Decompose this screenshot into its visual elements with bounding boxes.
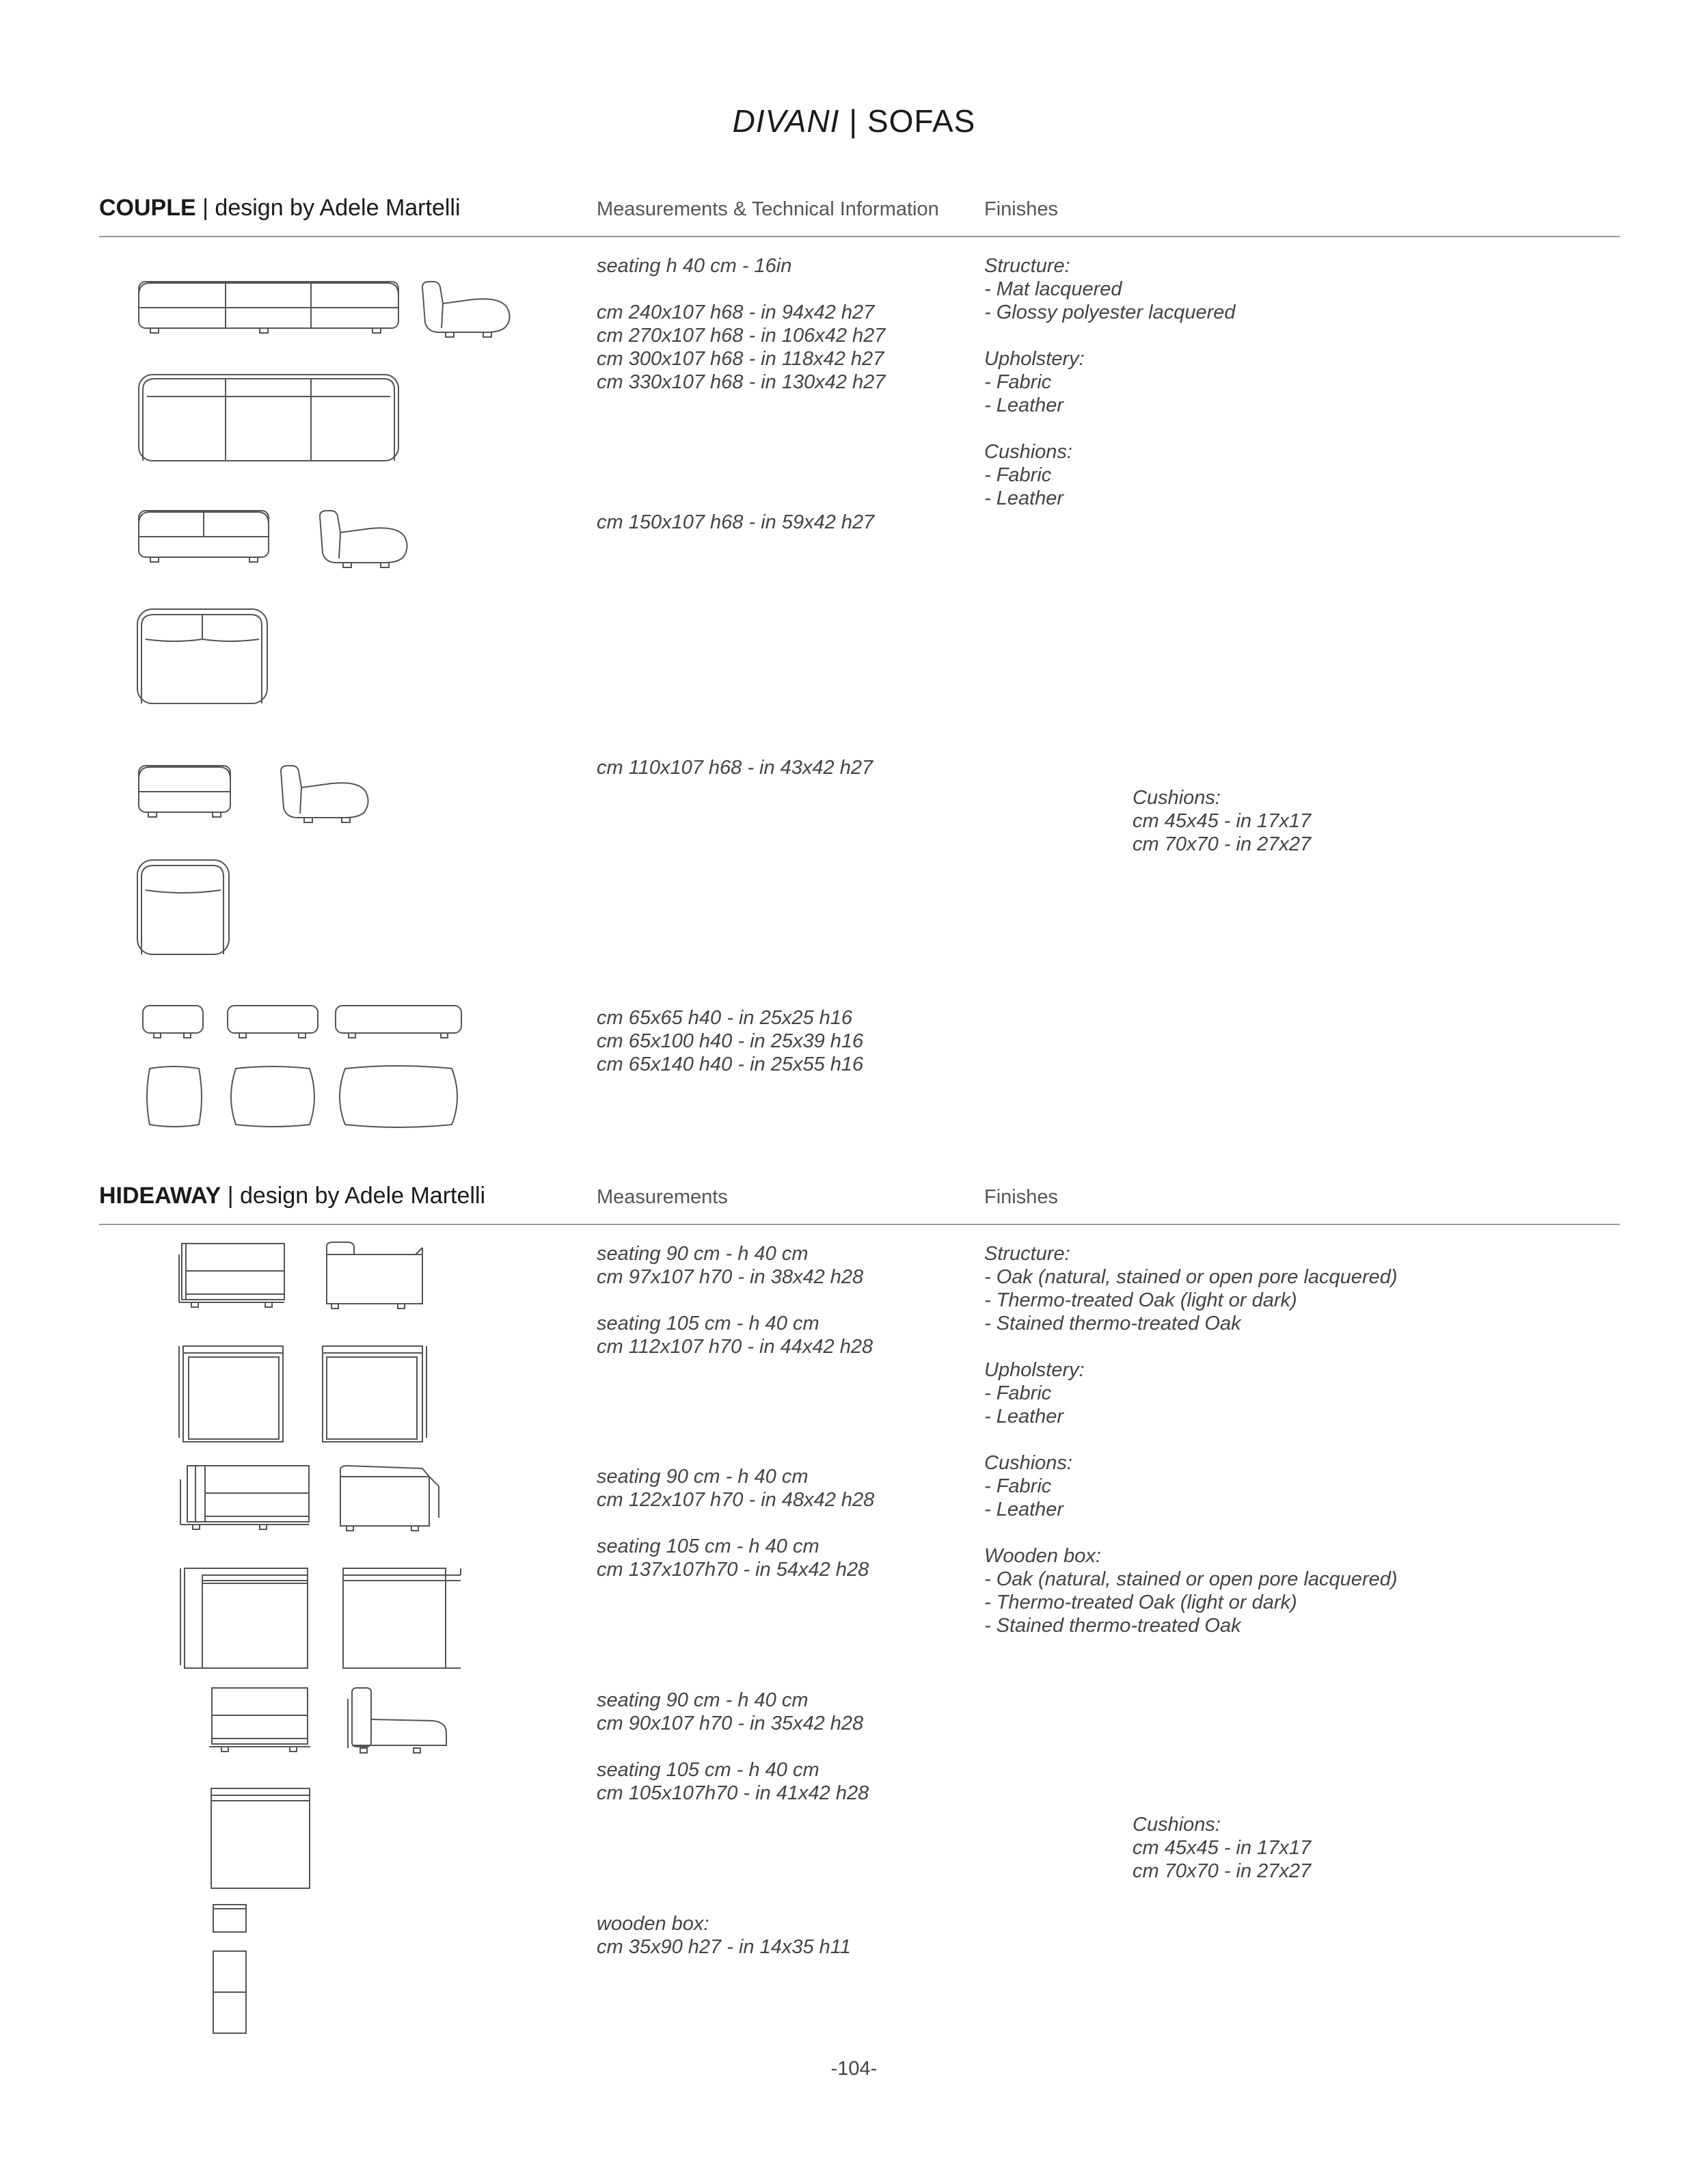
- text-line: [597, 1289, 873, 1312]
- text-line: - Thermo-treated Oak (light or dark): [984, 1289, 1297, 1311]
- text-line: cm 270x107 h68 - in 106x42 h27: [597, 325, 886, 347]
- text-line: seating 105 cm - h 40 cm: [597, 1535, 819, 1557]
- hideaway-measurements-heading: Measurements: [597, 1186, 728, 1208]
- text-line: cm 150x107 h68 - in 59x42 h27: [597, 511, 875, 533]
- text-line: seating 90 cm - h 40 cm: [597, 1466, 809, 1488]
- text-line: cm 45x45 - in 17x17: [1133, 1837, 1312, 1859]
- hideaway-measurements-wooden-box: [597, 1912, 851, 1959]
- hideaway-module-front-drawing: [206, 1685, 316, 1760]
- couple-medium-sofa-side-drawing: [316, 502, 418, 578]
- hideaway-armless-top-left-drawing: [176, 1343, 286, 1446]
- text-line: Cushions:: [984, 441, 1072, 463]
- text-line: cm 240x107 h68 - in 94x42 h27: [597, 301, 875, 323]
- text-line: cm 330x107 h68 - in 130x42 h27: [597, 371, 886, 393]
- text-line: Cushions:: [984, 1452, 1072, 1474]
- text-line: - Fabric: [984, 371, 1052, 393]
- text-line: seating 105 cm - h 40 cm: [597, 1313, 819, 1334]
- couple-armchair-top-drawing: [133, 856, 236, 958]
- text-line: - Leather: [984, 487, 1064, 509]
- text-line: seating 90 cm - h 40 cm: [597, 1689, 809, 1711]
- text-line: cm 35x90 h27 - in 14x35 h11: [597, 1936, 851, 1958]
- hideaway-finishes-list: [984, 1242, 1398, 1637]
- text-line: cm 65x65 h40 - in 25x25 h16: [597, 1007, 853, 1029]
- text-line: cm 122x107 h70 - in 48x42 h28: [597, 1489, 875, 1511]
- page-number: -104-: [830, 2058, 878, 2080]
- wooden-box-front-drawing: [211, 1902, 252, 1943]
- text-line: Cushions:: [1133, 1814, 1221, 1836]
- text-line: - Leather: [984, 1406, 1064, 1427]
- text-line: - Fabric: [984, 464, 1052, 486]
- text-line: - Stained thermo-treated Oak: [984, 1615, 1241, 1637]
- text-line: Cushions:: [1133, 787, 1221, 809]
- text-line: - Glossy polyester lacquered: [984, 301, 1236, 323]
- couple-poufs-front-drawing: [140, 1002, 468, 1049]
- hideaway-divider: [99, 1224, 1620, 1225]
- text-line: cm 65x140 h40 - in 25x55 h16: [597, 1054, 864, 1075]
- text-line: cm 65x100 h40 - in 25x39 h16: [597, 1030, 864, 1052]
- text-line: seating h 40 cm - 16in: [597, 255, 792, 277]
- text-line: cm 45x45 - in 17x17: [1133, 810, 1312, 832]
- hideaway-corner-side-drawing: [336, 1463, 446, 1538]
- hideaway-armless-front-drawing: [176, 1241, 286, 1309]
- couple-measurements-large: [597, 254, 885, 394]
- text-line: cm 112x107 h70 - in 44x42 h28: [597, 1336, 873, 1358]
- text-line: Upholstery:: [984, 348, 1085, 370]
- hideaway-armless-side-drawing: [321, 1241, 431, 1316]
- text-line: cm 97x107 h70 - in 38x42 h28: [597, 1266, 864, 1288]
- text-line: - Oak (natural, stained or open pore lacquered): [984, 1266, 1398, 1288]
- couple-finishes-heading: Finishes: [984, 198, 1058, 220]
- hideaway-corner-front-drawing: [178, 1463, 314, 1538]
- couple-armchair-side-drawing: [277, 757, 379, 833]
- text-line: - Thermo-treated Oak (light or dark): [984, 1592, 1297, 1613]
- text-line: Wooden box:: [984, 1545, 1101, 1567]
- text-line: Structure:: [984, 255, 1070, 277]
- hideaway-cushions-list: [1133, 1813, 1311, 1883]
- text-line: seating 90 cm - h 40 cm: [597, 1243, 809, 1265]
- text-line: seating 105 cm - h 40 cm: [597, 1759, 819, 1781]
- text-line: [984, 324, 1236, 347]
- hideaway-corner-top-left-drawing: [178, 1566, 314, 1675]
- couple-section-title: COUPLE | design by Adele Martelli: [99, 195, 461, 221]
- text-line: [597, 1735, 869, 1758]
- text-line: [984, 1428, 1398, 1451]
- text-line: [597, 1512, 874, 1535]
- text-line: cm 90x107 h70 - in 35x42 h28: [597, 1713, 864, 1734]
- text-line: Upholstery:: [984, 1359, 1085, 1381]
- couple-large-sofa-top-drawing: [133, 369, 407, 465]
- hideaway-section-title: HIDEAWAY | design by Adele Martelli: [99, 1183, 486, 1209]
- text-line: - Leather: [984, 394, 1064, 416]
- couple-medium-sofa-top-drawing: [133, 605, 277, 708]
- couple-cushions-list: [1133, 786, 1311, 856]
- couple-measurements-heading: Measurements & Technical Information: [597, 198, 939, 220]
- text-line: Structure:: [984, 1243, 1070, 1265]
- couple-large-sofa-side-drawing: [418, 273, 514, 342]
- text-line: - Oak (natural, stained or open pore lacquered): [984, 1568, 1398, 1590]
- text-line: [984, 417, 1236, 440]
- text-line: cm 300x107 h68 - in 118x42 h27: [597, 348, 884, 370]
- text-line: cm 70x70 - in 27x27: [1133, 1860, 1312, 1882]
- page-title: DIVANI | SOFAS: [732, 103, 976, 139]
- couple-measurements-armchair: [597, 756, 873, 779]
- text-line: - Fabric: [984, 1475, 1052, 1497]
- text-line: cm 105x107h70 - in 41x42 h28: [597, 1782, 869, 1804]
- text-line: - Fabric: [984, 1382, 1052, 1404]
- text-line: wooden box:: [597, 1913, 709, 1935]
- text-line: cm 70x70 - in 27x27: [1133, 833, 1312, 855]
- text-line: [984, 1335, 1398, 1358]
- text-line: - Stained thermo-treated Oak: [984, 1313, 1241, 1334]
- couple-measurements-medium: [597, 511, 874, 534]
- couple-large-sofa-front-drawing: [133, 273, 407, 342]
- couple-medium-sofa-front-drawing: [133, 502, 277, 571]
- text-line: [984, 1521, 1398, 1544]
- text-line: cm 110x107 h68 - in 43x42 h27: [597, 757, 873, 779]
- wooden-box-top-drawing: [211, 1948, 252, 2037]
- couple-armchair-front-drawing: [133, 757, 236, 826]
- text-line: [597, 278, 885, 301]
- text-line: - Mat lacquered: [984, 278, 1122, 300]
- couple-measurements-pouf: [597, 1006, 863, 1076]
- text-line: - Leather: [984, 1499, 1064, 1520]
- hideaway-corner-top-right-drawing: [340, 1566, 463, 1675]
- text-line: cm 137x107h70 - in 54x42 h28: [597, 1559, 869, 1581]
- hideaway-finishes-heading: Finishes: [984, 1186, 1058, 1208]
- couple-poufs-top-drawing: [140, 1063, 468, 1131]
- hideaway-measurements-corner: [597, 1465, 874, 1581]
- hideaway-measurements-module: [597, 1689, 869, 1805]
- hideaway-module-top-drawing: [208, 1786, 318, 1895]
- hideaway-armless-top-right-drawing: [320, 1343, 429, 1446]
- couple-finishes-list: [984, 254, 1236, 510]
- hideaway-measurements-armless: [597, 1242, 873, 1358]
- couple-divider: [99, 236, 1620, 237]
- hideaway-module-side-drawing: [345, 1685, 455, 1760]
